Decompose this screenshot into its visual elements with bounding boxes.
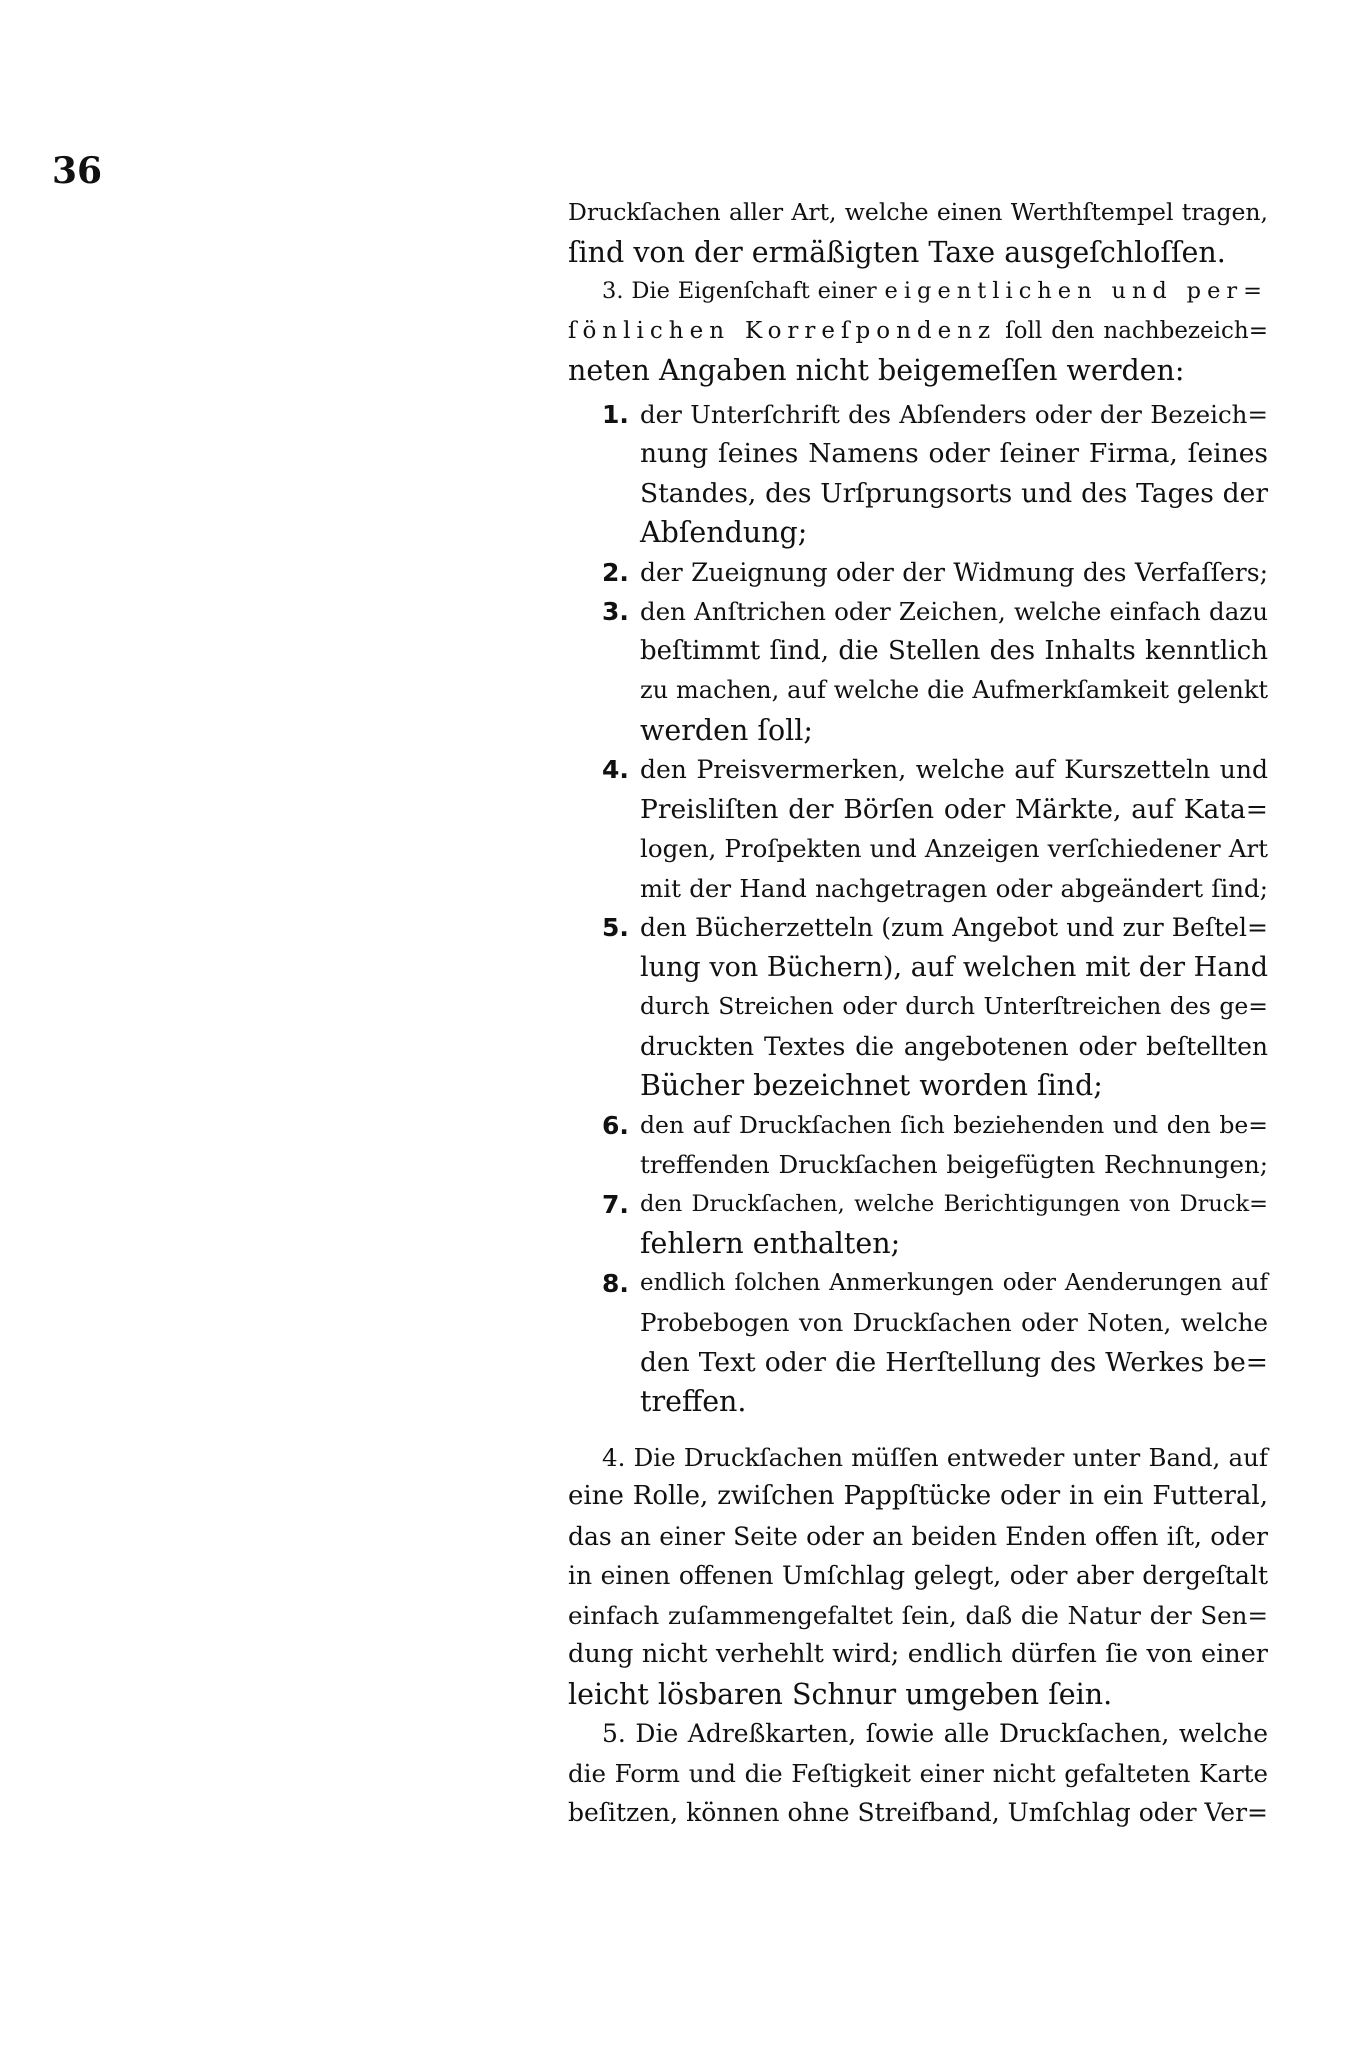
text-fragment: Die Eigenſchaft einer [631, 278, 877, 304]
list-item [568, 1106, 1268, 1185]
text-fragment: ſoll den nachbezeich= [1005, 317, 1268, 344]
paragraph-4 [568, 1438, 1268, 1715]
text-line: den Bücherzetteln (zum Angebot und zur Beſtel= [640, 913, 1268, 942]
text-line: in einen offenen Umſchlag gelegt, oder aber dergeſtalt [568, 1561, 1268, 1590]
text-line: nung ſeines Namens oder ſeiner Firma, ſeines [640, 438, 1268, 469]
list-item-number: 4. [602, 755, 629, 784]
text-line [568, 272, 1268, 312]
text-line: dung nicht verhehlt wird; endlich dürfen ſie von einer [568, 1639, 1268, 1669]
text-line: treffenden Druckſachen beigefügten Rechnungen; [640, 1150, 1268, 1179]
text-line: der Zueignung oder der Widmung des Verfaſſers; [640, 557, 1268, 587]
text-line: den Anſtrichen oder Zeichen, welche einfach dazu [640, 597, 1268, 626]
text-line: leicht lösbaren Schnur umgeben ſein. [568, 1677, 1113, 1711]
list-item [568, 592, 1268, 750]
text-line: logen, Proſpekten und Anzeigen verſchiedener Art [640, 834, 1268, 863]
list-item [568, 908, 1268, 1106]
text-line: Standes, des Urſprungsorts und des Tages der [640, 477, 1268, 509]
text-line: lung von Büchern), auf welchen mit der Hand [640, 951, 1268, 983]
paragraph-5 [568, 1714, 1268, 1833]
text-line: treffen. [640, 1385, 747, 1418]
paragraph-3 [568, 272, 1268, 391]
text-line: den Text oder die Herſtellung des Werkes be= [640, 1346, 1268, 1378]
text-line: Druckſachen aller Art, welche einen Werthſtempel tragen, [568, 198, 1268, 226]
text-line: Probebogen von Druckſachen oder Noten, welche [640, 1308, 1268, 1337]
list-item [568, 1185, 1268, 1264]
text-line: mit der Hand nachgetragen oder abgeändert ſind; [640, 873, 1268, 903]
text-line: beſtimmt ſind, die Stellen des Inhalts kenntlich [640, 635, 1268, 666]
paragraph-number: 3. [602, 278, 624, 304]
list-item-number: 6. [602, 1110, 629, 1140]
text-line: werden ſoll; [640, 713, 813, 747]
text-line: 4. Die Druckſachen müſſen entweder unter Band, auf [602, 1442, 1268, 1472]
text-line: der Unterſchrift des Abſenders oder der Bezeich= [640, 399, 1268, 429]
text-line: Abſendung; [640, 516, 808, 549]
list-item [568, 1264, 1268, 1422]
text-line [568, 312, 1268, 352]
list-item [568, 395, 1268, 553]
enumerated-list [568, 395, 1268, 1422]
text-line: den auf Druckſachen ſich beziehenden und den be= [640, 1110, 1268, 1139]
paragraph-intro [568, 193, 1268, 272]
list-item-number: 3. [602, 597, 629, 626]
text-line: Preisliſten der Börſen oder Märkte, auf Kata= [640, 793, 1268, 825]
text-line: das an einer Seite oder an beiden Enden offen iſt, oder [568, 1521, 1268, 1551]
text-line: eine Rolle, zwiſchen Pappſtücke oder in ein Futteral, [568, 1481, 1268, 1511]
text-line: Bücher bezeichnet worden ſind; [640, 1069, 1103, 1102]
text-line: den Druckſachen, welche Berichtigungen von Druck= [640, 1190, 1268, 1217]
text-line: beſitzen, können ohne Streifband, Umſchlag oder Ver= [568, 1798, 1268, 1827]
text-line: druckten Textes die angebotenen oder beſtellten [640, 1031, 1268, 1061]
text-line: ſind von der ermäßigten Taxe ausgeſchloſſen. [568, 235, 1226, 269]
text-line: einfach zuſammengefaltet ſein, daß die Natur der Sen= [568, 1600, 1268, 1630]
text-line: den Preisvermerken, welche auf Kurszetteln und [640, 755, 1268, 784]
spaced-emphasis: eigentlichen und per= [884, 278, 1269, 304]
text-line: durch Streichen oder durch Unterſtreichen des ge= [640, 992, 1268, 1020]
list-item-number: 5. [602, 913, 629, 942]
text-line: endlich ſolchen Anmerkungen oder Aenderungen auf [640, 1269, 1268, 1296]
text-line: 5. Die Adreßkarten, ſowie alle Druckſachen, welche [602, 1719, 1268, 1748]
page-number: 36 [52, 150, 103, 192]
text-line: die Form und die Feſtigkeit einer nicht gefalteten Karte [568, 1758, 1268, 1788]
list-item-number: 2. [602, 557, 629, 587]
list-item [568, 553, 1268, 593]
list-item-number: 8. [602, 1268, 629, 1298]
text-column [568, 193, 1268, 1833]
list-item [568, 750, 1268, 908]
spaced-emphasis: ſönlichen Korreſpondenz [568, 317, 997, 344]
text-line: neten Angaben nicht beigemeſſen werden: [568, 354, 1185, 387]
text-line: zu machen, auf welche die Aufmerkſamkeit gelenkt [640, 676, 1268, 704]
list-item-number: 1. [602, 399, 629, 429]
list-item-number: 7. [602, 1189, 629, 1219]
text-line: fehlern enthalten; [640, 1227, 901, 1260]
